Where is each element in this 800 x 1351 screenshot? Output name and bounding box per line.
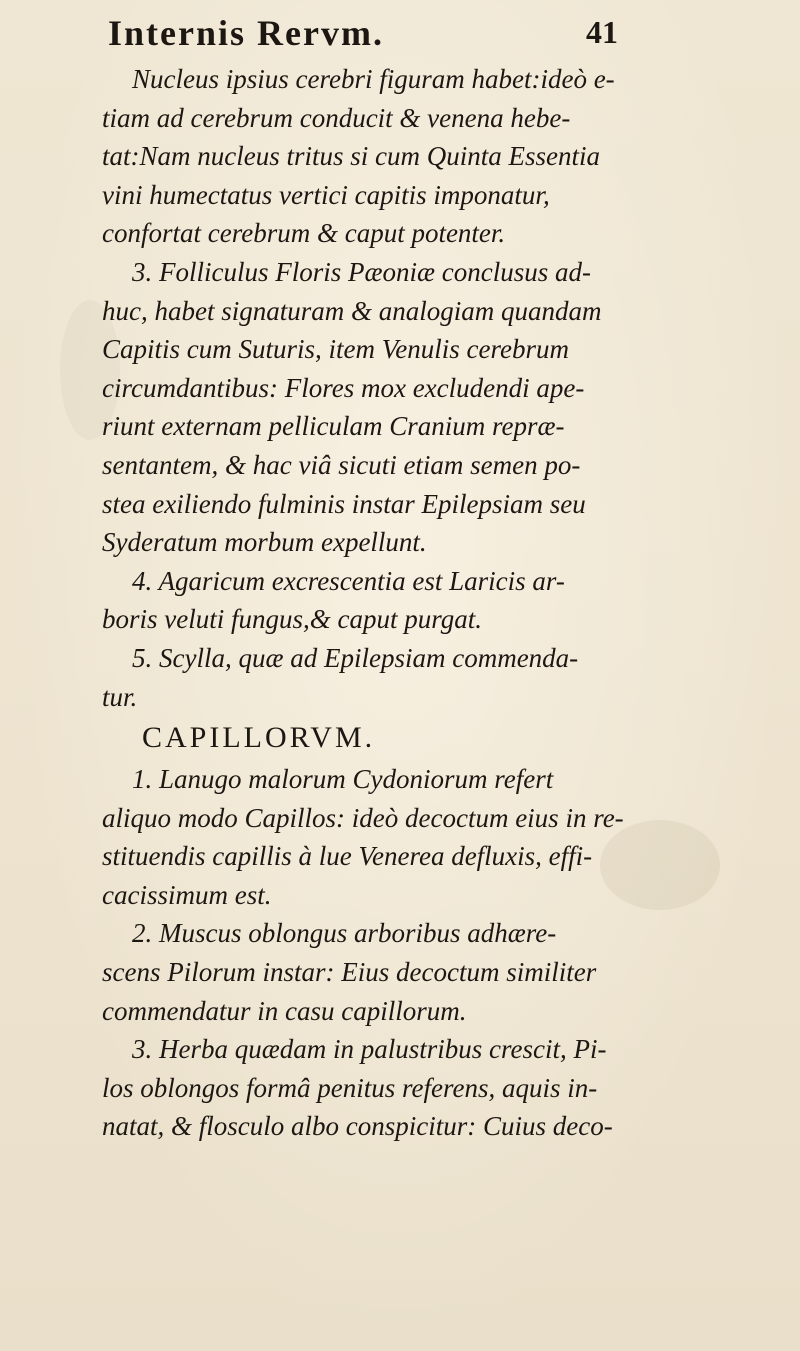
body-text: [102, 60, 642, 1146]
text-line: commendatur in casu capillorum.: [102, 995, 467, 1026]
running-head: Internis Rervm.: [108, 13, 384, 53]
text-line: aliquo modo Capillos: ideò decoctum eius in re-: [102, 802, 624, 833]
text-line: 3. Folliculus Floris Pæoniæ conclusus ad-: [132, 256, 591, 287]
text-line: Nucleus ipsius cerebri figuram habet:ideò e-: [132, 64, 615, 94]
text-line: circumdantibus: Flores mox excludendi ape-: [102, 372, 585, 403]
page-number: 41: [586, 14, 618, 50]
text-line: tat:Nam nucleus tritus si cum Quinta Essentia: [102, 141, 600, 172]
text-line: scens Pilorum instar: Eius decoctum similiter: [102, 957, 597, 988]
text-line: natat, & flosculo albo conspicitur: Cuius deco-: [102, 1111, 613, 1142]
text-line: 2. Muscus oblongus arboribus adhære-: [132, 918, 557, 949]
text-line: tur.: [102, 681, 138, 712]
text-line: 1. Lanugo malorum Cydoniorum refert: [132, 764, 554, 795]
text-line: tiam ad cerebrum conducit & venena hebe-: [102, 102, 571, 133]
text-line: cacissimum est.: [102, 879, 272, 910]
text-line: boris veluti fungus,& caput purgat.: [102, 604, 482, 635]
text-line: 5. Scylla, quæ ad Epilepsiam commenda-: [132, 642, 579, 673]
page-header: [108, 10, 628, 56]
text-line: Capitis cum Suturis, item Venulis cerebrum: [102, 334, 569, 365]
text-line: riunt externam pelliculam Cranium repræ-: [102, 411, 565, 442]
text-line: vini humectatus vertici capitis imponatur,: [102, 179, 550, 210]
text-line: sentantem, & hac viâ sicuti etiam semen po-: [102, 449, 581, 480]
text-line: stituendis capillis à lue Venerea defluxis, effi-: [102, 841, 593, 872]
text-line: los oblongos formâ penitus referens, aquis in-: [102, 1072, 598, 1103]
text-line: 3. Herba quædam in palustribus crescit, Pi-: [132, 1034, 607, 1065]
text-line: Syderatum morbum expellunt.: [102, 527, 427, 558]
text-line: huc, habet signaturam & analogiam quandam: [102, 295, 602, 326]
text-line: stea exiliendo fulminis instar Epilepsiam seu: [102, 488, 586, 519]
text-line: 4. Agaricum excrescentia est Laricis ar-: [132, 565, 565, 596]
section-heading: CAPILLORVM.: [142, 721, 376, 755]
text-line: confortat cerebrum & caput potenter.: [102, 218, 506, 249]
